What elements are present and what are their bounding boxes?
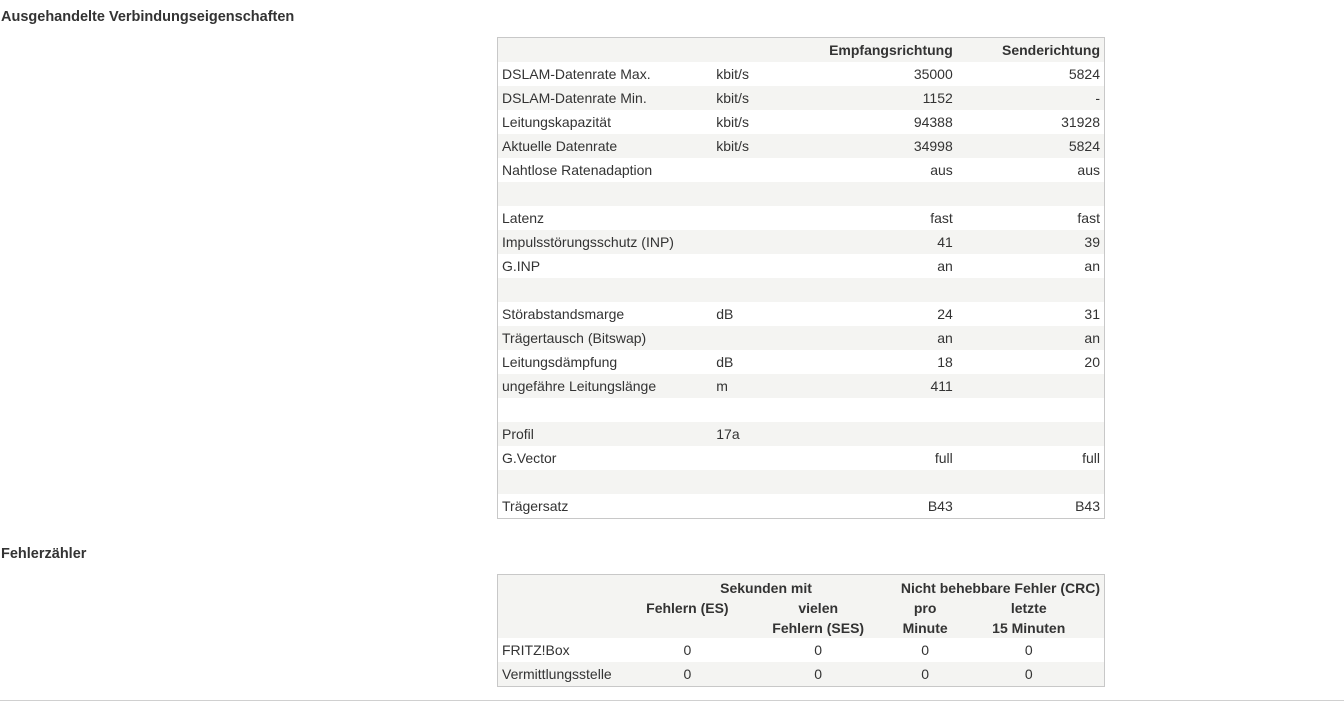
row-unit xyxy=(712,470,792,494)
row-send-value: an xyxy=(1084,258,1100,274)
row-send-value xyxy=(957,398,1105,422)
row-label: Latenz xyxy=(502,210,545,226)
divider xyxy=(0,700,1344,701)
row-send-value: 31928 xyxy=(1061,114,1100,130)
row-receive-value xyxy=(792,422,957,446)
row-crc-per-minute-value: 0 xyxy=(921,642,930,658)
row-label: DSLAM-Datenrate Max. xyxy=(502,66,651,82)
row-unit xyxy=(712,182,792,206)
row-send-value xyxy=(957,422,1105,446)
row-receive-value: 1152 xyxy=(792,86,957,110)
header-ses-line2: Fehlern (SES) xyxy=(772,620,865,636)
row-send-value: 39 xyxy=(957,230,1105,254)
row-ses-value: 0 xyxy=(740,662,897,687)
row-label xyxy=(498,398,713,422)
row-unit: dB xyxy=(716,354,734,370)
header-crc-errors: Nicht behebbare Fehler (CRC) xyxy=(897,575,1105,599)
header-empty xyxy=(712,38,792,63)
header-send-direction: Senderichtung xyxy=(957,38,1105,63)
row-label: Leitungsdämpfung xyxy=(502,354,618,370)
row-receive-value xyxy=(792,470,957,494)
row-unit: kbit/s xyxy=(716,114,749,130)
row-unit xyxy=(712,254,792,278)
row-label: Profil xyxy=(498,422,713,446)
row-receive-value: 411 xyxy=(792,374,957,398)
header-pro-line2: Minute xyxy=(902,620,948,636)
row-unit: m xyxy=(712,374,792,398)
row-unit xyxy=(712,278,792,302)
table-row xyxy=(498,62,1105,86)
row-send-value: an xyxy=(957,326,1105,350)
table-row xyxy=(498,206,1105,230)
row-send-value: 31 xyxy=(1084,306,1100,322)
row-receive-value xyxy=(792,278,957,302)
row-label xyxy=(498,182,713,206)
row-unit xyxy=(712,446,792,470)
header-last-line1: letzte xyxy=(1010,600,1047,616)
row-receive-value: 35000 xyxy=(913,66,953,82)
table-row xyxy=(498,638,1105,662)
row-send-value: B43 xyxy=(1075,498,1100,514)
row-label: Impulsstörungsschutz (INP) xyxy=(498,230,713,254)
row-unit: 17a xyxy=(712,422,792,446)
header-crc-last-15 xyxy=(953,598,1104,638)
table-header-row xyxy=(498,575,1105,599)
row-label: ungefähre Leitungslänge xyxy=(498,374,713,398)
row-receive-value: full xyxy=(934,450,953,466)
table-row xyxy=(498,662,1105,687)
row-send-value xyxy=(957,278,1105,302)
section-title-connection: Ausgehandelte Verbindungseigenschaften xyxy=(1,9,295,25)
header-es-line1: Fehlern (ES) xyxy=(646,600,729,616)
row-label: G.INP xyxy=(502,258,541,274)
row-receive-value: 34998 xyxy=(792,134,957,158)
table-row xyxy=(498,422,1105,446)
connection-properties-table xyxy=(497,37,1105,519)
row-unit: dB xyxy=(716,306,734,322)
table-row xyxy=(498,230,1105,254)
row-label: Trägersatz xyxy=(502,498,569,514)
section-title-error-counter: Fehlerzähler xyxy=(1,546,87,562)
row-unit xyxy=(712,230,792,254)
header-pro-line1: pro xyxy=(913,600,937,616)
row-label xyxy=(498,470,713,494)
table-row xyxy=(498,350,1105,374)
table-row xyxy=(498,470,1105,494)
row-send-value: fast xyxy=(1077,210,1100,226)
table-row xyxy=(498,326,1105,350)
row-unit xyxy=(712,158,792,182)
row-send-value xyxy=(957,374,1105,398)
header-ses xyxy=(740,598,897,638)
row-receive-value: 41 xyxy=(792,230,957,254)
header-receive-direction: Empfangsrichtung xyxy=(792,38,957,63)
header-es xyxy=(635,598,739,638)
row-send-value: 20 xyxy=(1084,354,1100,370)
row-label xyxy=(498,278,713,302)
row-receive-value: 18 xyxy=(937,354,953,370)
row-ses-value: 0 xyxy=(814,642,823,658)
row-unit xyxy=(712,494,792,519)
row-receive-value: 24 xyxy=(937,306,953,322)
header-ses-line1: vielen xyxy=(798,600,839,616)
row-label: G.Vector xyxy=(502,450,557,466)
table-row xyxy=(498,278,1105,302)
row-receive-value: aus xyxy=(930,162,953,178)
row-label: DSLAM-Datenrate Min. xyxy=(498,86,713,110)
row-receive-value xyxy=(792,398,957,422)
row-unit xyxy=(712,398,792,422)
table-row xyxy=(498,374,1105,398)
row-receive-value: fast xyxy=(930,210,953,226)
table-row xyxy=(498,302,1105,326)
row-crc-per-minute-value: 0 xyxy=(897,662,954,687)
error-counter-table xyxy=(497,574,1105,687)
row-label: Störabstandsmarge xyxy=(502,306,625,322)
row-send-value: 5824 xyxy=(1068,66,1100,82)
table-header-row xyxy=(498,38,1105,63)
row-unit xyxy=(712,326,792,350)
table-row xyxy=(498,86,1105,110)
row-label: Aktuelle Datenrate xyxy=(498,134,713,158)
row-es-value: 0 xyxy=(683,642,692,658)
table-row xyxy=(498,398,1105,422)
header-last-line2: 15 Minuten xyxy=(992,620,1066,636)
row-send-value: 5824 xyxy=(957,134,1105,158)
table-row xyxy=(498,134,1105,158)
header-crc-per-minute xyxy=(897,598,954,638)
row-send-value: aus xyxy=(1077,162,1100,178)
row-crc-last-15-value: 0 xyxy=(953,662,1104,687)
row-unit xyxy=(712,206,792,230)
row-crc-last-15-value: 0 xyxy=(1024,642,1033,658)
header-seconds-with: Sekunden mit xyxy=(635,575,897,599)
row-send-value: - xyxy=(957,86,1105,110)
header-empty xyxy=(498,38,713,63)
table-row xyxy=(498,158,1105,182)
row-receive-value: 94388 xyxy=(913,114,953,130)
row-label: Nahtlose Ratenadaption xyxy=(502,162,653,178)
table-row xyxy=(498,254,1105,278)
row-label: Leitungskapazität xyxy=(502,114,611,130)
table-row xyxy=(498,110,1105,134)
row-send-value xyxy=(957,470,1105,494)
row-receive-value: B43 xyxy=(927,498,953,514)
header-empty xyxy=(498,575,636,599)
row-send-value: full xyxy=(1082,450,1100,466)
row-receive-value xyxy=(792,182,957,206)
header-empty xyxy=(498,598,636,638)
row-receive-value: an xyxy=(937,258,953,274)
table-row xyxy=(498,446,1105,470)
row-send-value xyxy=(957,182,1105,206)
row-unit: kbit/s xyxy=(716,66,749,82)
table-header-row xyxy=(498,598,1105,638)
row-es-value: 0 xyxy=(635,662,739,687)
row-label: FRITZ!Box xyxy=(502,642,570,658)
row-unit: kbit/s xyxy=(712,86,792,110)
table-row xyxy=(498,182,1105,206)
table-row xyxy=(498,494,1105,519)
row-receive-value: an xyxy=(792,326,957,350)
row-unit: kbit/s xyxy=(712,134,792,158)
row-label: Vermittlungsstelle xyxy=(498,662,636,687)
row-label: Trägertausch (Bitswap) xyxy=(498,326,713,350)
